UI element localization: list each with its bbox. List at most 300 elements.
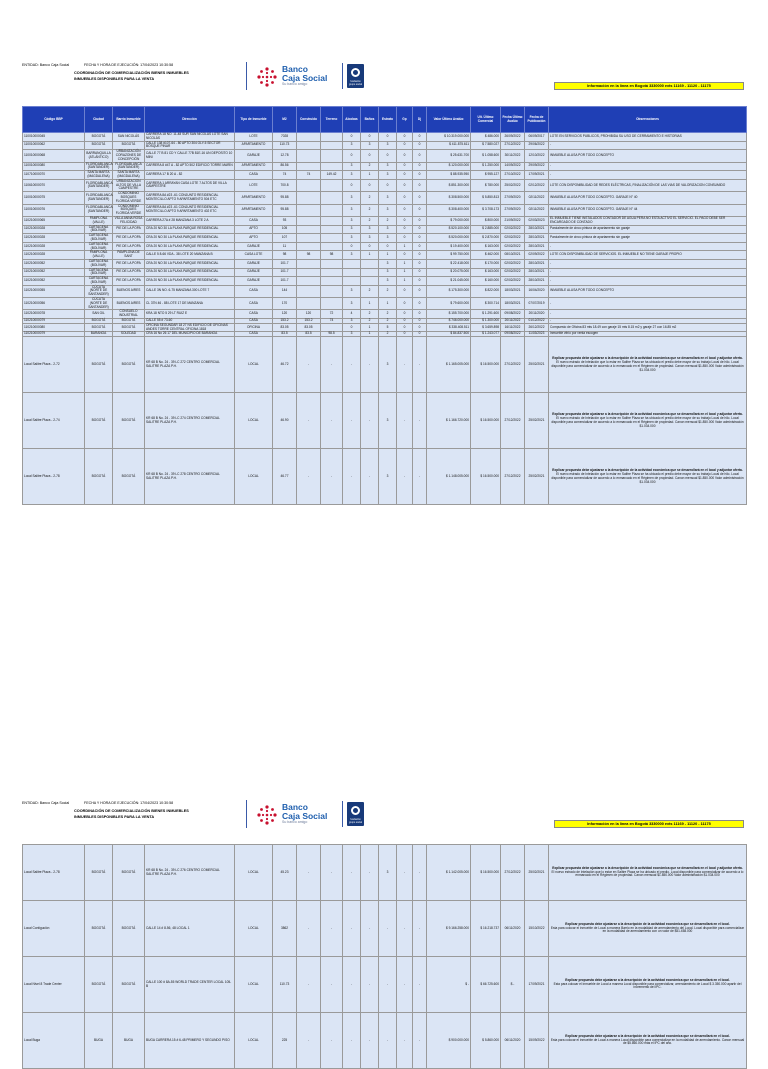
table-cell: 16/04/2020 bbox=[525, 285, 549, 297]
table-cell: $ 120.000.000 bbox=[427, 162, 471, 171]
table-cell: GARAJE bbox=[235, 277, 273, 286]
column-header: Barrio Inmueble bbox=[113, 107, 145, 133]
table-cell: $ 462.000 bbox=[471, 251, 501, 260]
table-cell bbox=[297, 268, 321, 277]
table-cell: 28/10/2021 bbox=[525, 268, 549, 277]
table-cell: $ 1.291.600 bbox=[471, 310, 501, 319]
table-cell: 3 bbox=[379, 171, 397, 180]
table-cell: $ 21.045.000 bbox=[427, 277, 471, 286]
inmuebles-table-2 bbox=[22, 844, 747, 1069]
table-cell: 11/03/2023 bbox=[525, 332, 549, 337]
table-cell: CALLE 3N NO. 6-75 MANZANA 300 LOTE 7 bbox=[145, 285, 235, 297]
table-cell: PIE DE LA POPA bbox=[113, 234, 145, 243]
observaciones-text: El nuevo estrado de Intelación que lo estar en Salitre Plaza se ha ubicado el predio debe mayor de su trabajo Local de hilo. Local disponible para comercializar de acuerdo a lo enmarcado en el Régimen de propiedad. Canon mensual $1.850.000 Valor administración $1.034.000 bbox=[551, 471, 744, 484]
table-cell: 5 bbox=[379, 323, 397, 332]
table-cell: - bbox=[297, 957, 321, 1013]
table-cell: CASA bbox=[235, 319, 273, 324]
observaciones-cell: LOTE CON DISPONIBILIDAD DE REDES ELÉCTRICAS, FINALIZACIÓN DE LAS VIAS DE VALORIZACION CONSUMIDO bbox=[549, 179, 747, 191]
table-cell: 3 bbox=[343, 225, 361, 234]
table-cell: 3 bbox=[379, 225, 397, 234]
observaciones-highlight: Explicar propuesta debe ajustarse a la descripción de la actividad económica que se desarrollará en el local. bbox=[565, 977, 730, 982]
table-cell: 110210000055 bbox=[23, 285, 85, 297]
table-cell: PIE DE LA POPA bbox=[113, 242, 145, 251]
table-cell bbox=[297, 162, 321, 171]
bank-slogan: Su banco amigo bbox=[282, 820, 308, 824]
column-header: Dj bbox=[413, 107, 427, 133]
table-cell: $ 1.243.077 bbox=[471, 332, 501, 337]
table-cell: 26/12/2022 bbox=[525, 323, 549, 332]
table-cell: - bbox=[413, 1013, 427, 1069]
column-header: Código BBP bbox=[23, 107, 85, 133]
logo-divider bbox=[246, 800, 247, 828]
table-cell: 0 bbox=[343, 179, 361, 191]
table-cell bbox=[297, 216, 321, 225]
observaciones-highlight: Explicar propuesta debe ajustarse a la descripción de la actividad económica que se desarrollará en el local y adjuntar oferta. bbox=[552, 865, 743, 870]
table-cell: 27/09/2020 bbox=[501, 204, 525, 216]
table-cell: 28/10/2021 bbox=[525, 259, 549, 268]
table-cell: $ 300.714 bbox=[471, 298, 501, 310]
observaciones-cell: INMUEBLE ALUSA POR TODO CONCEPTO bbox=[549, 150, 747, 162]
table-cell: - bbox=[297, 901, 321, 957]
table-cell: 1 bbox=[397, 242, 413, 251]
table-cell: 74 bbox=[297, 171, 321, 180]
badge-ring bbox=[351, 806, 360, 815]
table-cell: 17/09/2021 bbox=[525, 957, 549, 1013]
table-cell: - bbox=[397, 449, 413, 505]
column-header: Estrato bbox=[379, 107, 397, 133]
table-cell: - bbox=[321, 393, 343, 449]
table-cell: 2 bbox=[379, 285, 397, 297]
table-cell: BOGOTÁ bbox=[85, 323, 113, 332]
table-cell: 110210000052 bbox=[23, 268, 85, 277]
table-cell: CRA 20 NO 30 LA PLAYA PARQUE RESIDENCIAL bbox=[145, 225, 235, 234]
table-cell: $ 800.000 bbox=[471, 216, 501, 225]
table-cell: 1 bbox=[397, 277, 413, 286]
table-cell: - bbox=[343, 393, 361, 449]
table-cell: 98.5 bbox=[321, 332, 343, 337]
table-cell: SAN NICOLÁS bbox=[113, 133, 145, 142]
inmuebles-table-1 bbox=[22, 106, 747, 505]
column-header: Terreno bbox=[321, 107, 343, 133]
table-cell: - bbox=[297, 1013, 321, 1069]
table-row bbox=[23, 171, 747, 180]
table-cell: CARTAGENA (BOLÍVAR) bbox=[85, 268, 113, 277]
execution-date: FECHA Y HORA DE EJECUCIÓN: 17/04/2023 10:30:58 bbox=[84, 63, 174, 67]
table-cell: 0 bbox=[397, 204, 413, 216]
table-cell: CASA bbox=[235, 310, 273, 319]
table-cell: CRA 20 NO 30 LA PLAYA PARQUE RESIDENCIAL bbox=[145, 277, 235, 286]
table-cell: 3 bbox=[361, 225, 379, 234]
table-cell: $ 79.000.000 bbox=[427, 216, 471, 225]
table-cell: - bbox=[361, 449, 379, 505]
table-cell: $ 9.166.258.000 bbox=[427, 901, 471, 957]
table-cell: 3 bbox=[343, 141, 361, 150]
table-cell: 3 bbox=[343, 204, 361, 216]
table-cell: APTO bbox=[235, 225, 273, 234]
column-header: Valor Último Avalúo bbox=[427, 107, 471, 133]
table-cell: $ 822.000 bbox=[471, 285, 501, 297]
observaciones-cell: - bbox=[549, 171, 747, 180]
observaciones-cell: Compuesto de Oficina 83 mts 18.49 con garaje 15 mts 8.15 m2 y garaje 27 con 16.85 m2 bbox=[549, 323, 747, 332]
table-cell: 83.5 bbox=[273, 332, 297, 337]
flower-logo-icon bbox=[256, 66, 278, 88]
table-cell: 1 bbox=[361, 171, 379, 180]
table-cell bbox=[321, 259, 343, 268]
observaciones-cell: - bbox=[549, 162, 747, 171]
table-cell: 28/10/2021 bbox=[525, 234, 549, 243]
table-cell: 15/10/2022 bbox=[525, 901, 549, 957]
table-cell: $ 163.000 bbox=[471, 268, 501, 277]
table-cell: 3 bbox=[379, 393, 397, 449]
table-cell bbox=[297, 133, 321, 142]
table-row bbox=[23, 225, 747, 234]
observaciones-highlight: Explicar propuesta debe ajustarse a la descripción de la actividad económica que se desarrollará en el local y adjuntar oferta. bbox=[552, 356, 743, 361]
table-cell: 27/09/2020 bbox=[501, 192, 525, 204]
table-cell: BOGOTÁ bbox=[113, 845, 145, 901]
table-cell: - bbox=[343, 901, 361, 957]
column-header: Construido bbox=[297, 107, 321, 133]
table-cell: 74 bbox=[321, 319, 343, 324]
entidad-label: ENTIDAD: Banco Caja Social bbox=[22, 801, 70, 805]
table-cell: 3 bbox=[379, 268, 397, 277]
table-cell: $ 3.659.898 bbox=[471, 323, 501, 332]
table-cell: 02/02/2022 bbox=[501, 259, 525, 268]
report-header bbox=[22, 798, 746, 844]
observaciones-text: El nuevo estrado de Intelación que lo estar en Salitre Plaza se ha ubicado el predio. Local disponible para comercializar de acuerdo a lo enmarcado en el Régimen de propiedad. Canon mensual $1.850.000 Valor administración $1.034.000 bbox=[551, 869, 744, 878]
table-row bbox=[23, 337, 747, 393]
table-cell: 3 bbox=[343, 162, 361, 171]
table-cell: 02/09/2022 bbox=[525, 251, 549, 260]
observaciones-cell: - bbox=[549, 268, 747, 277]
table-cell: BOGOTÁ bbox=[113, 337, 145, 393]
table-cell: 0 bbox=[413, 150, 427, 162]
table-cell: - bbox=[397, 337, 413, 393]
table-cell: KRA 18 NTO 5 29 LT RUIZ E bbox=[145, 310, 235, 319]
table-cell: Local Salitre Plaza - 2-78 bbox=[23, 845, 85, 901]
table-cell: - bbox=[321, 901, 343, 957]
table-cell: URBANIZACION ALTOS DE VILLA CAMPESTRE bbox=[113, 179, 145, 191]
table-cell: 110010000080 bbox=[23, 162, 85, 171]
bank-name bbox=[282, 803, 327, 821]
report-header bbox=[22, 60, 746, 106]
table-cell: 110210000028 bbox=[23, 225, 85, 234]
table-cell: LOTE bbox=[235, 133, 273, 142]
observaciones-cell: EL INMUEBLE TIENE INSTALADOS CONTADOR DE AGUA PERA NO ESTA ACTIVO EL SERVICIO. EL PAGO DEBE SER ENCARGADO DE CONTADO bbox=[549, 216, 747, 225]
table-cell: - bbox=[413, 957, 427, 1013]
table-cell bbox=[297, 150, 321, 162]
table-cell: 09/08/2022 bbox=[501, 332, 525, 337]
table-cell: 110210000078 bbox=[23, 310, 85, 319]
table-row bbox=[23, 901, 747, 957]
table-cell: $ 16.500.000 bbox=[471, 393, 501, 449]
table-cell: 0 bbox=[413, 234, 427, 243]
table-cell: CARRERA 1 ARRAYAN CASA LOTE 7 ALTOS DE VILLA CAMPESTRE bbox=[145, 179, 235, 191]
table-cell: 0 bbox=[413, 259, 427, 268]
table-cell: 0 bbox=[379, 242, 397, 251]
table-cell: 02/02/2022 bbox=[501, 268, 525, 277]
table-cell: CALLE 77 B 81 CD Y CALLE 77B 81E-16 UN DEPOSITO 10 MINI bbox=[145, 150, 235, 162]
table-cell: PAMPLONA DE SANT bbox=[113, 251, 145, 260]
table-row bbox=[23, 285, 747, 297]
table-cell: 1 bbox=[379, 298, 397, 310]
table-cell: 98 bbox=[273, 251, 297, 260]
observaciones-text: Esta para colocar el inmueble de Local a manera Local disponible para comercializar, arrendamiento de Local $ 3.350.000 apartir del incremento del IPC. bbox=[553, 981, 742, 990]
table-cell: - bbox=[379, 901, 397, 957]
table-cell: - bbox=[321, 449, 343, 505]
table-cell: 110010000076 bbox=[23, 204, 85, 216]
table-cell: $ 22.418.000 bbox=[427, 259, 471, 268]
table-cell: - bbox=[297, 393, 321, 449]
table-cell: CARTAGENA (BOLÍVAR) bbox=[85, 259, 113, 268]
table-cell: 0 bbox=[413, 268, 427, 277]
table-cell: - bbox=[397, 901, 413, 957]
table-cell: KR 68 B No. 24 - 39 LC 272 CENTRO COMERCIAL SALITRE PLAZA P.H. bbox=[145, 337, 235, 393]
table-cell: 08/10/2021 bbox=[501, 251, 525, 260]
table-cell: 3862 bbox=[273, 901, 297, 957]
table-cell: - bbox=[361, 901, 379, 957]
table-cell: APARTAMENTO bbox=[235, 204, 273, 216]
table-cell: OFICINA bbox=[235, 323, 273, 332]
table-cell: 0 bbox=[413, 171, 427, 180]
table-cell: - bbox=[379, 957, 397, 1013]
table-cell: 0 bbox=[397, 310, 413, 319]
badge-text: fundación grupo social bbox=[349, 818, 362, 824]
table-cell: LOCAL bbox=[235, 337, 273, 393]
table-cell: 107 bbox=[273, 234, 297, 243]
table-cell: - bbox=[361, 845, 379, 901]
table-cell: 12.78 bbox=[273, 150, 297, 162]
table-cell: 110210000079 bbox=[23, 332, 85, 337]
table-cell bbox=[297, 192, 321, 204]
table-cell: 15/09/2022 bbox=[525, 1013, 549, 1069]
info-line: Información en la línea en Bogotá 3330000 exts 11169 - 11120 - 11175 bbox=[554, 820, 744, 828]
table-cell: $ 3.708.173 bbox=[471, 204, 501, 216]
table-cell: CARTAGENA (BOLÍVAR) bbox=[85, 242, 113, 251]
table-cell bbox=[361, 277, 379, 286]
table-cell: - bbox=[297, 449, 321, 505]
table-cell: $ 308.500.000 bbox=[427, 192, 471, 204]
report-page-1 bbox=[22, 60, 746, 505]
table-cell bbox=[297, 259, 321, 268]
table-cell: $ 163.000 bbox=[471, 242, 501, 251]
table-cell bbox=[321, 192, 343, 204]
table-cell: $ 99.750.000 bbox=[427, 251, 471, 260]
column-header: Ciudad bbox=[85, 107, 113, 133]
table-cell: 0 bbox=[397, 179, 413, 191]
table-cell: 20/11/2022 bbox=[501, 319, 525, 324]
table-cell: 0 bbox=[361, 179, 379, 191]
table-cell: 46.72 bbox=[273, 337, 297, 393]
table-cell: BOGOTÁ bbox=[85, 957, 113, 1013]
table-cell: CALLE 138 #107-64 - 80 APTO 304 OLY-5 SECTOR BOSQUE PINAR bbox=[145, 141, 235, 150]
table-cell bbox=[321, 234, 343, 243]
table-cell: 2 bbox=[361, 216, 379, 225]
table-cell: 110010000068 bbox=[23, 150, 85, 162]
table-cell: APARTAMENTO bbox=[235, 141, 273, 150]
column-header: Dirección bbox=[145, 107, 235, 133]
column-header: Observaciones bbox=[549, 107, 747, 133]
table-cell: GARAJE bbox=[235, 268, 273, 277]
table-cell: $ 5.860.000 bbox=[471, 1013, 501, 1069]
table-cell: SANTA MARTA (MAGDALENA) bbox=[113, 171, 145, 180]
column-header: Fecha Último Avalúo bbox=[501, 107, 525, 133]
table-cell: 0 bbox=[397, 251, 413, 260]
table-cell: 3 bbox=[343, 298, 361, 310]
table-cell: $ 1.148.005.000 bbox=[427, 449, 471, 505]
table-cell bbox=[321, 133, 343, 142]
table-cell: 26/09/2022 bbox=[501, 133, 525, 142]
table-cell: APARTAMENTO bbox=[235, 162, 273, 171]
table-cell: $ 520.000.000 bbox=[427, 234, 471, 243]
table-cell: 3 bbox=[343, 171, 361, 180]
table-row bbox=[23, 268, 747, 277]
logo-divider-2 bbox=[342, 801, 343, 827]
table-cell: BOGOTÁ bbox=[85, 337, 113, 393]
flower-logo-icon bbox=[256, 804, 278, 826]
table-cell: 0 bbox=[413, 298, 427, 310]
table-row bbox=[23, 277, 747, 286]
table-row bbox=[23, 449, 747, 505]
table-cell: $ 16.218.737 bbox=[471, 901, 501, 957]
observaciones-cell: INMUEBLE ALUSA POR TODO CONCEPTO. GARAJE N° 40 bbox=[549, 192, 747, 204]
observaciones-cell bbox=[549, 1013, 747, 1069]
table-cell: - bbox=[361, 393, 379, 449]
report-title: COORDINACIÓN DE COMERCIALIZACIÓN BIENES INMUEBLES bbox=[74, 71, 189, 75]
table-cell bbox=[321, 285, 343, 297]
table-row bbox=[23, 204, 747, 216]
table-cell: 02/11/2022 bbox=[525, 204, 549, 216]
table-cell: 101.7 bbox=[273, 259, 297, 268]
table-cell: $ - bbox=[501, 957, 525, 1013]
report-page-2 bbox=[22, 798, 746, 1069]
table-cell: 83.05 bbox=[297, 323, 321, 332]
table-cell: 18/03/2021 bbox=[501, 285, 525, 297]
table-cell: 120 bbox=[273, 310, 297, 319]
observaciones-cell: INMUEBLE ALUSA POR TODO CONCEPTO. GARAJE N° 44 bbox=[549, 204, 747, 216]
table-cell: 29/06/2022 bbox=[525, 141, 549, 150]
table-cell: - bbox=[343, 449, 361, 505]
table-cell: 0 bbox=[361, 150, 379, 162]
bank-name bbox=[282, 65, 327, 83]
table-cell: 3 bbox=[361, 141, 379, 150]
table-cell: CARTAGENA (BOLÍVAR) bbox=[85, 225, 113, 234]
table-cell: 95.88 bbox=[273, 192, 297, 204]
table-cell bbox=[321, 225, 343, 234]
table-cell: 93 bbox=[273, 216, 297, 225]
logo-divider bbox=[246, 62, 247, 90]
observaciones-text: Esta para colocar el inmueble de Local a manera Barrio en la modalidad de arrendamiento del Local. Local disponible para comercializar en la modalidad de arrendamiento con un valor de $51.458.000 bbox=[550, 925, 745, 934]
table-cell: $ 7.580.027 bbox=[471, 141, 501, 150]
table-cell: SOLEDAD bbox=[113, 332, 145, 337]
table-cell: 7028 bbox=[273, 133, 297, 142]
bank-name-line2: Caja Social bbox=[282, 811, 328, 821]
table-cell: BUGA bbox=[85, 1013, 113, 1069]
bank-name-line2: Caja Social bbox=[282, 73, 328, 83]
table-cell: BOGOTÁ bbox=[113, 449, 145, 505]
table-cell: $ 851.300.000 bbox=[427, 179, 471, 191]
report-subtitle: INMUEBLES DISPONIBLES PARA LA VENTA bbox=[74, 77, 155, 81]
column-header: Gp bbox=[397, 107, 413, 133]
table-cell: APTO bbox=[235, 234, 273, 243]
table-cell: 0 bbox=[413, 179, 427, 191]
table-cell: CASA bbox=[235, 332, 273, 337]
table-cell: - bbox=[397, 957, 413, 1013]
info-line: Información en la línea en Bogotá 3330000 exts 11169 - 11120 - 11175 bbox=[554, 82, 744, 90]
table-cell: BOGOTÁ bbox=[85, 449, 113, 505]
table-cell: 06/11/2020 bbox=[501, 1013, 525, 1069]
observaciones-text: El nuevo estrado de Intelación que lo estar en Salitre Plaza se ha ubicado el predio debe mayor de su trabajo Local de hilo. Local disponible para comercializar de acuerdo a lo enmarcado en el Régimen de propiedad. Canon mensual $1.850.000 Valor administración $1.034.000 bbox=[551, 415, 744, 428]
table-cell: 2 bbox=[361, 204, 379, 216]
table-cell: CASA bbox=[235, 285, 273, 297]
table-cell: BOGOTÁ bbox=[113, 957, 145, 1013]
table-cell: 0 bbox=[397, 150, 413, 162]
table-cell: LOCAL bbox=[235, 1013, 273, 1069]
table-cell: 0 bbox=[379, 179, 397, 191]
table-cell bbox=[297, 234, 321, 243]
table-cell: $ 520.100.000 bbox=[427, 225, 471, 234]
table-cell: 27/10/2022 bbox=[501, 171, 525, 180]
table-cell: BUENOS AIRES bbox=[113, 285, 145, 297]
bank-name-line1: Banco bbox=[282, 64, 308, 74]
table-cell: 110210000079 bbox=[23, 319, 85, 324]
bank-slogan: Su banco amigo bbox=[282, 82, 308, 86]
table-cell bbox=[321, 162, 343, 171]
table-cell: 25/02/2022 bbox=[501, 179, 525, 191]
table-cell: $ 1.300.000 bbox=[471, 319, 501, 324]
table-cell: 3 bbox=[379, 204, 397, 216]
table-cell: CALLE 5 8-66 VDA - 38 LOTE 20 MANZANA B bbox=[145, 251, 235, 260]
table-cell: CARRERA 8A #23 -61 CONJUNTO RESIDENCIAL MONTECILLO APTO 9 APARTAMENTO 504 ETC bbox=[145, 192, 235, 204]
table-body bbox=[23, 133, 747, 505]
column-header: Alcobas bbox=[343, 107, 361, 133]
table-cell: BOGOTÁ bbox=[113, 393, 145, 449]
table-cell: $ 955.127 bbox=[471, 171, 501, 180]
column-header: M2 bbox=[273, 107, 297, 133]
table-cell: - bbox=[343, 337, 361, 393]
table-cell: Local Salitre Plaza - 2-78 bbox=[23, 449, 85, 505]
table-cell: - bbox=[413, 337, 427, 393]
table-cell: 0 bbox=[413, 216, 427, 225]
table-cell: 2 bbox=[361, 310, 379, 319]
table-cell: $ - bbox=[427, 957, 471, 1013]
table-cell: 2 bbox=[379, 216, 397, 225]
table-cell: 27/12/2022 bbox=[501, 845, 525, 901]
table-cell: 0 bbox=[397, 162, 413, 171]
table-cell: - bbox=[343, 957, 361, 1013]
table-cell: 3 bbox=[343, 319, 361, 324]
table-cell: 3 bbox=[379, 845, 397, 901]
table-cell: 02/12/2022 bbox=[525, 179, 549, 191]
table-cell: 110610000070 bbox=[23, 179, 85, 191]
column-header: Tipo de Inmueble bbox=[235, 107, 273, 133]
table-cell: CARRERA 27A # 28 MANZANA 3 LOTE 2 A bbox=[145, 216, 235, 225]
table-cell: $ 170.000 bbox=[471, 259, 501, 268]
table-cell: 25/02/2021 bbox=[525, 449, 549, 505]
table-cell bbox=[321, 277, 343, 286]
table-cell: KR 68 B No. 24 - 39 LC 278 CENTRO COMERCIAL SALITRE PLAZA P.H. bbox=[145, 449, 235, 505]
table-cell: 28/10/2021 bbox=[525, 277, 549, 286]
table-cell: 0 bbox=[361, 242, 379, 251]
table-cell: 95.88 bbox=[273, 204, 297, 216]
table-cell bbox=[297, 225, 321, 234]
table-cell: Local Buga bbox=[23, 1013, 85, 1069]
table-cell: BARRANQUILLA (ATLÁNTICO) bbox=[85, 150, 113, 162]
entidad-label: ENTIDAD: Banco Caja Social bbox=[22, 63, 70, 67]
observaciones-highlight: Explicar propuesta debe ajustarse a la descripción de la actividad económica que se desarrollará en el local. bbox=[565, 921, 730, 926]
table-cell: 0 bbox=[397, 141, 413, 150]
table-cell bbox=[343, 259, 361, 268]
table-cell: 17/09/2021 bbox=[525, 171, 549, 180]
